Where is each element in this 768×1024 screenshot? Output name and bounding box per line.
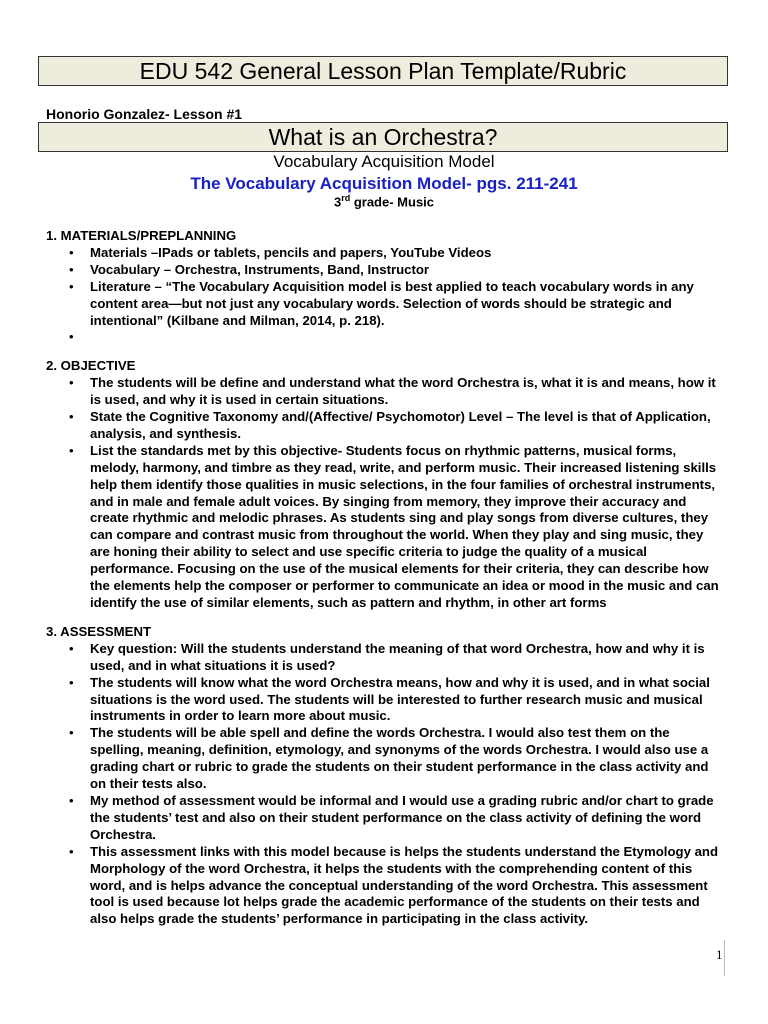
list-item: • Vocabulary – Orchestra, Instruments, Band, Instructor — [90, 262, 726, 279]
bullet-list — [46, 245, 726, 346]
grade-number: 3 — [333, 194, 342, 210]
section-heading: 1. MATERIALS/PREPLANNING — [46, 228, 237, 243]
list-item: • The students will be define and understand what the word Orchestra is, what it is and means, how it is used, and why it is used in certain situations. — [90, 375, 726, 409]
bullet-list — [46, 641, 726, 928]
list-item: • Key question: Will the students understand the meaning of that word Orchestra, how and why it is used, and in what situations it is used? — [90, 641, 726, 675]
section-heading: 2. OBJECTIVE — [46, 358, 136, 374]
list-item: • Materials –IPads or tablets, pencils and papers, YouTube Videos — [90, 245, 726, 262]
document-title-box — [38, 56, 728, 86]
grade-rest: grade- Music — [350, 194, 435, 210]
list-item: • The students will know what the word Orchestra means, how and why it is used, and in what social situations is the word used. The students will be interested to further research music and musical instruments in order to learn more about music. — [90, 675, 726, 726]
lesson-content — [46, 228, 726, 940]
section-materials — [46, 228, 726, 346]
footer-divider — [724, 940, 725, 976]
author-line: Honorio Gonzalez- Lesson #1 — [46, 106, 243, 122]
section-assessment — [46, 624, 726, 928]
model-reference: The Vocabulary Acquisition Model- pgs. 211-241 — [190, 174, 578, 193]
list-item: • List the standards met by this objective- Students focus on rhythmic patterns, musical forms, melody, harmony, and timbre as they read, write, and perform music. Their increased listening skills help them identify those qualities in music selections, in the four families of orchestral instruments, and in male and female adult voices. By singing from memory, they improve their accuracy and create rhythmic and melodic phrases. As students sing and play songs from diverse cultures, they can compare and contrast music from throughout the world. When they play and sing music, they are honing their ability to select and use specific criteria to judge the quality of a musical performance. Focusing on the use of the musical elements for their criteria, they can describe how the elements help the composer or performer to communicate an idea or mood in the music and can identify the use of similar elements, such as pattern and rhythm, in other art forms — [90, 443, 726, 612]
model-subtitle: Vocabulary Acquisition Model — [273, 152, 495, 171]
lesson-topic: What is an Orchestra? — [268, 123, 498, 150]
grade-suffix: rd — [341, 193, 351, 203]
section-objective — [46, 358, 726, 612]
page-number: 1 — [716, 947, 723, 962]
list-item: • This assessment links with this model because is helps the students understand the Etymology and Morphology of the word Orchestra, it helps the students with the comprehending content of this word, and is helps advance the conceptual understanding of the word Orchestra. This assessment tool is used because lot helps grade the academic performance of the students on their tests and also helps grade the students’ performance in participating in the class activity. — [90, 844, 726, 929]
list-item-empty — [90, 329, 726, 346]
list-item: • My method of assessment would be informal and I would use a grading rubric and/or chart to grade the students’ test and also on their student performance on the class activity of defining the word Orchestra. — [90, 793, 726, 844]
list-item: • Literature – “The Vocabulary Acquisition model is best applied to teach vocabulary words in any content area—but not just any vocabulary words. Selection of words should be strategic and intentional” (Kilbane and Milman, 2014, p. 218). — [90, 279, 726, 330]
grade-line — [0, 193, 768, 209]
lesson-topic-box — [38, 122, 728, 152]
section-heading: 3. ASSESSMENT — [46, 623, 152, 639]
bullet-list — [46, 375, 726, 612]
list-item: • The students will be able spell and define the words Orchestra. I would also test them on the spelling, meaning, definition, etymology, and synonyms of the words Orchestra. I would also use a grading chart or rubric to grade the students on their student performance in the class activity and on their tests also. — [90, 725, 726, 793]
document-title: EDU 542 General Lesson Plan Template/Rubric — [139, 57, 627, 84]
list-item: • State the Cognitive Taxonomy and/(Affective/ Psychomotor) Level – The level is that of Application, analysis, and synthesis. — [90, 409, 726, 443]
